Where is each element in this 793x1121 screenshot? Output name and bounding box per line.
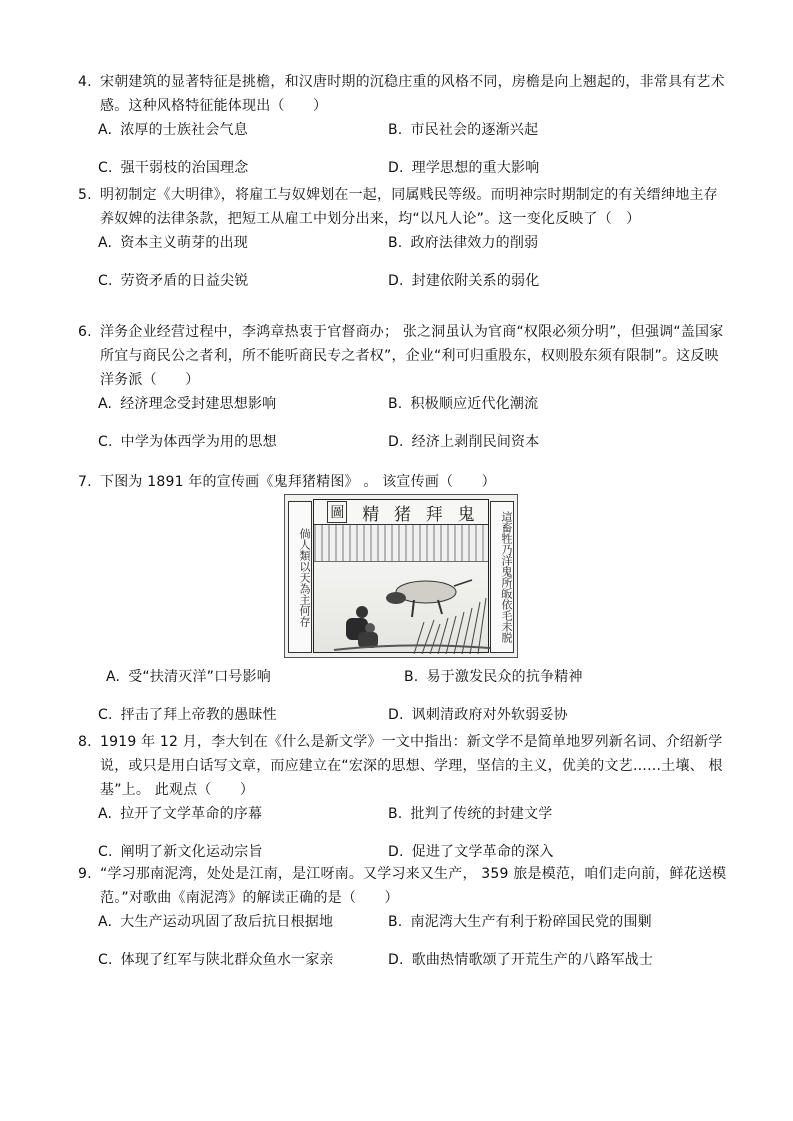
option-text: 经济理念受封建思想影响 — [120, 396, 277, 412]
option-label: D. — [388, 273, 404, 289]
option-text: 讽刺清政府对外软弱妥协 — [411, 707, 568, 723]
question-stem — [78, 470, 728, 494]
option-a — [78, 118, 388, 142]
option-text: 政府法律效力的削弱 — [410, 235, 539, 251]
option-d — [388, 430, 728, 454]
propaganda-illustration — [284, 494, 518, 658]
question-text: 宋朝建筑的显著特征是挑檐，和汉唐时期的沉稳庄重的风格不同，房檐是向上翘起的，非常具有艺术感。这种风格特征能体现出（ ） — [100, 74, 725, 114]
option-d — [388, 156, 728, 180]
option-label: C. — [98, 707, 113, 723]
option-b — [388, 392, 728, 416]
option-text: 大生产运动巩固了敌后抗日根据地 — [120, 914, 334, 930]
question-number: 4. — [78, 74, 92, 90]
option-a — [78, 231, 388, 255]
option-b — [388, 802, 728, 826]
option-label: D. — [388, 434, 404, 450]
option-d — [388, 840, 728, 864]
illustration-panel — [313, 499, 489, 653]
option-text: 浓厚的士族社会气息 — [120, 122, 248, 138]
option-d — [388, 703, 728, 727]
option-text: 抨击了拜上帝教的愚昧性 — [120, 707, 277, 723]
option-text: 中学为体西学为用的思想 — [120, 434, 277, 450]
option-text: 封建依附关系的弱化 — [411, 273, 540, 289]
question-stem — [78, 320, 728, 392]
question-number: 9. — [78, 866, 92, 882]
option-label: B. — [404, 669, 419, 685]
option-text: 积极顺应近代化潮流 — [410, 396, 539, 412]
question-9 — [78, 862, 728, 986]
question-number: 7. — [78, 474, 92, 490]
option-text: 经济上剥削民间资本 — [411, 434, 540, 450]
option-text: 理学思想的重大影响 — [411, 160, 540, 176]
illustration-caption-block — [314, 525, 488, 562]
option-label: A. — [98, 914, 113, 930]
option-d — [388, 269, 728, 293]
question-text: 1919 年 12 月，李大钊在《什么是新文学》一文中指出：新文学不是简单地罗列新名词、介绍新学说，或只是用白话写文章，而应建立在“宏深的思想、学理，坚信的主义，优美的文艺……土壤、 根基”上。 此观点（ ） — [100, 734, 723, 798]
option-b — [396, 665, 728, 689]
option-a — [78, 665, 396, 689]
pig-and-kneeling-figures-drawing — [314, 562, 490, 654]
option-text: 强干弱枝的治国理念 — [120, 160, 249, 176]
option-b — [388, 910, 728, 934]
title-char: 圖 — [327, 501, 347, 523]
option-text: 南泥湾大生产有利于粉碎国民党的围剿 — [410, 914, 652, 930]
option-label: C. — [98, 273, 113, 289]
question-6 — [78, 320, 728, 468]
title-char: 拜 — [425, 504, 443, 525]
question-text: 下图为 1891 年的宣传画《鬼拜猪精图》 。 该宣传画（ ） — [100, 474, 496, 490]
question-stem — [78, 862, 728, 910]
question-text: 明初制定《大明律》，将雇工与奴婢划在一起，同属贱民等级。而明神宗时期制定的有关缙绅地主存养奴婢的法律条款，把短工从雇工中划分出来，均“以凡人论”。这一变化反映了（ ） — [100, 187, 718, 227]
option-label: A. — [98, 235, 113, 251]
option-label: D. — [388, 707, 404, 723]
option-c — [78, 269, 388, 293]
option-text: 促进了文学革命的深入 — [411, 844, 554, 860]
option-a — [78, 802, 388, 826]
option-label: B. — [388, 806, 403, 822]
option-label: D. — [388, 844, 404, 860]
title-char: 猪 — [393, 504, 411, 525]
option-text: 劳资矛盾的日益尖锐 — [120, 273, 249, 289]
option-text: 易于激发民众的抗争精神 — [426, 669, 583, 685]
option-c — [78, 703, 388, 727]
option-a — [78, 910, 388, 934]
option-c — [78, 156, 388, 180]
illustration-title — [314, 500, 488, 525]
question-number: 5. — [78, 187, 92, 203]
question-text: 洋务企业经营过程中，李鸿章热衷于官督商办； 张之洞虽认为官商“权限必须分明”，但强调“盖国家所宜与商民公之者利，所不能听商民专之者权”，企业“利可归重股东，权则股东须有限制”。这反映洋务派（ ） — [100, 324, 724, 388]
option-label: C. — [98, 434, 113, 450]
question-stem — [78, 730, 728, 802]
option-d — [388, 948, 728, 972]
option-c — [78, 948, 388, 972]
option-text: 歌曲热情歌颂了开荒生产的八路军战士 — [411, 952, 654, 968]
option-label: D. — [388, 160, 404, 176]
question-text: “学习那南泥湾，处处是江南，是江呀南。又学习来又生产， 359 旅是模范，咱们走向前，鲜花送模范。”对歌曲《南泥湾》的解读正确的是（ ） — [100, 866, 727, 906]
option-label: A. — [106, 669, 121, 685]
illustration-scene — [314, 562, 488, 652]
question-7 — [78, 470, 728, 494]
option-text: 批判了传统的封建文学 — [410, 806, 553, 822]
question-stem — [78, 70, 728, 118]
option-text: 阐明了新文化运动宗旨 — [120, 844, 263, 860]
question-stem — [78, 183, 728, 231]
illustration-left-column: 倘人類以天為主何存 — [288, 501, 312, 653]
option-label: C. — [98, 160, 113, 176]
option-label: B. — [388, 235, 403, 251]
question-4 — [78, 70, 728, 194]
option-text: 受“扶清灭洋”口号影响 — [128, 669, 271, 685]
option-text: 拉开了文学革命的序幕 — [120, 806, 263, 822]
option-label: B. — [388, 122, 403, 138]
option-text: 体现了红军与陕北群众鱼水一家亲 — [120, 952, 334, 968]
option-label: D. — [388, 952, 404, 968]
question-number: 6. — [78, 324, 92, 340]
question-8 — [78, 730, 728, 878]
illustration-right-column: 這畜牲乃洋鬼所皈依毛未脱 — [490, 501, 514, 653]
option-text: 资本主义萌芽的出现 — [120, 235, 248, 251]
option-label: C. — [98, 844, 113, 860]
question-5 — [78, 183, 728, 307]
option-c — [78, 840, 388, 864]
question-number: 8. — [78, 734, 92, 750]
option-label: A. — [98, 396, 113, 412]
option-text: 市民社会的逐渐兴起 — [410, 122, 539, 138]
option-b — [388, 231, 728, 255]
option-label: A. — [98, 806, 113, 822]
option-c — [78, 430, 388, 454]
option-label: B. — [388, 914, 403, 930]
option-a — [78, 392, 388, 416]
option-b — [388, 118, 728, 142]
title-char: 鬼 — [457, 504, 475, 525]
option-label: A. — [98, 122, 113, 138]
title-char: 精 — [362, 504, 380, 525]
option-label: B. — [388, 396, 403, 412]
option-label: C. — [98, 952, 113, 968]
